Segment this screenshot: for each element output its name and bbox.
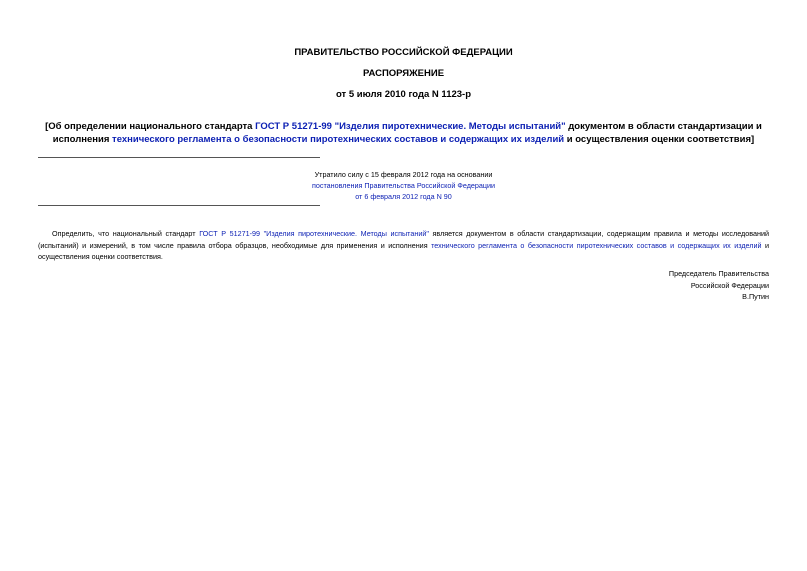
- subject-text-open: [Об определении национального стандарта: [45, 121, 256, 132]
- signature-block: [669, 268, 769, 303]
- subject-gost-link[interactable]: ГОСТ Р 51271-99 "Изделия пиротехнические. Методы испытаний": [255, 121, 566, 132]
- government-heading: ПРАВИТЕЛЬСТВО РОССИЙСКОЙ ФЕДЕРАЦИИ: [294, 47, 513, 58]
- document-subject: [38, 120, 769, 146]
- document-date-number: от 5 июля 2010 года N 1123-р: [335, 89, 472, 100]
- body-text-start: Определить, что национальный стандарт: [52, 229, 200, 238]
- signature-country: Российской Федерации: [690, 280, 769, 290]
- subject-text-close: и осуществления оценки соответствия]: [564, 134, 755, 145]
- body-paragraph: [38, 228, 769, 263]
- subject-regulation-link[interactable]: технического регламента о безопасности пиротехнических составов и содержащих их изделий: [112, 134, 565, 145]
- signature-title: Председатель Правительства: [668, 269, 769, 278]
- divider-bottom: [38, 205, 320, 206]
- subject-text-middle: документом в области стандартизации и исполнения: [52, 121, 762, 145]
- status-note-decree-link[interactable]: постановления Правительства Российской Федерации: [311, 181, 496, 190]
- body-text-middle: является документом в области стандартизации, содержащим правила и методы исследований (испытаний) и измерений, в том числе правила отбора образцов, необходимые для применения и исполнения: [38, 229, 769, 250]
- body-regulation-link[interactable]: технического регламента о безопасности пиротехнических составов и содержащих их изделий: [431, 240, 762, 250]
- status-note: [200, 169, 607, 202]
- body-text-end: и осуществления оценки соответствия.: [38, 240, 770, 261]
- body-gost-link[interactable]: ГОСТ Р 51271-99 "Изделия пиротехнические. Методы испытаний": [199, 229, 429, 238]
- signature-name: В.Путин: [742, 292, 769, 301]
- status-note-decree-date-link[interactable]: от 6 февраля 2012 года N 90: [355, 192, 452, 201]
- divider-top: [38, 157, 320, 158]
- status-note-line: Утратило силу с 15 февраля 2012 года на основании: [314, 170, 493, 179]
- document-kind-heading: РАСПОРЯЖЕНИЕ: [362, 68, 445, 79]
